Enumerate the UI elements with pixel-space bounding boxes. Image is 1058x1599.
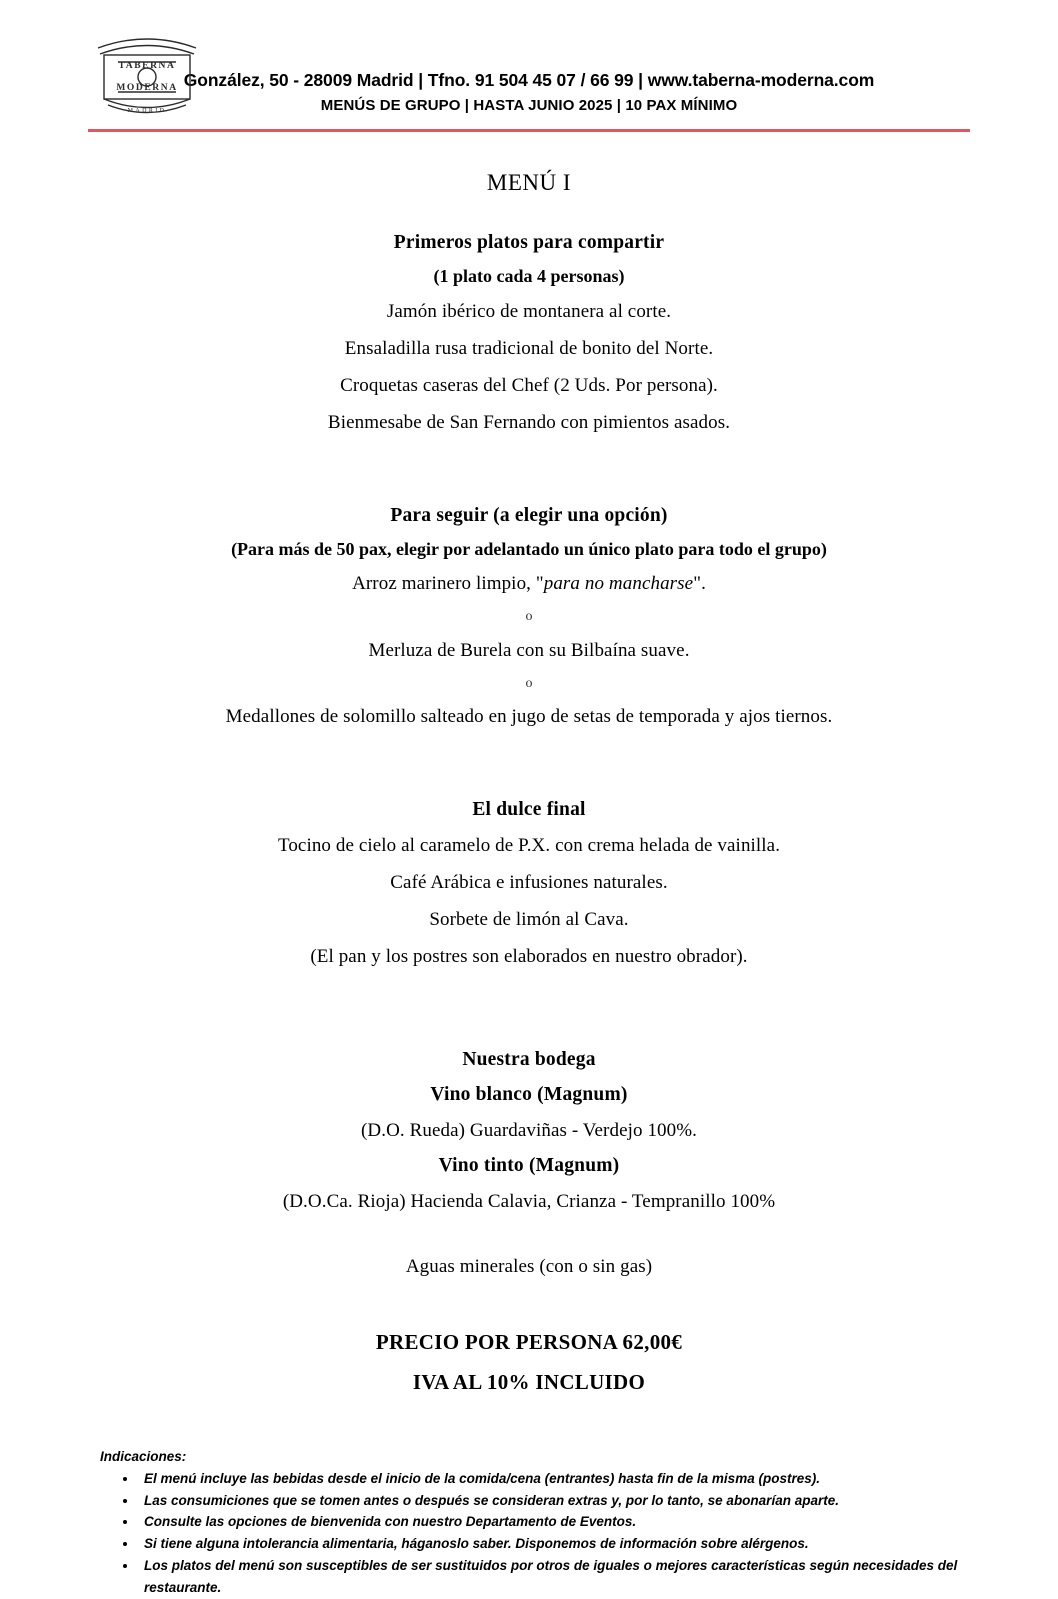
indications-list (100, 1468, 970, 1599)
menu-period-subtitle: MENÚS DE GRUPO | HASTA JUNIO 2025 | 10 PAX MÍNIMO (320, 96, 738, 114)
svg-text:MADRID: MADRID (127, 108, 167, 114)
wine-white-description: (D.O. Rueda) Guardaviñas - Verdejo 100%. (360, 1119, 698, 1141)
section-heading: Nuestra bodega (462, 1049, 596, 1071)
dish-text-italic: para no mancharse (543, 573, 694, 595)
section-subheading: (Para más de 50 pax, elegir por adelantado un único plato para todo el grupo) (231, 538, 827, 559)
section-primeros (88, 226, 970, 441)
wine-red-heading: Vino tinto (Magnum) (438, 1154, 620, 1176)
section-subheading: (1 plato cada 4 personas) (433, 266, 625, 287)
dish-item-note: (El pan y los postres son elaborados en nuestro obrador). (310, 946, 748, 968)
dish-item: Ensaladilla rusa tradicional de bonito del Norte. (344, 337, 714, 359)
dish-item-solomillo: Medallones de solomillo salteado en jugo de setas de temporada y ajos tiernos. (225, 706, 833, 728)
option-separator: o (525, 675, 533, 691)
dish-item: Sorbete de limón al Cava. (429, 909, 629, 931)
water-item: Aguas minerales (con o sin gas) (405, 1255, 653, 1277)
section-spacer (88, 975, 970, 1013)
dish-item-arroz (88, 565, 970, 602)
restaurant-address: González, 50 - 28009 Madrid | Tfno. 91 504 45 07 / 66 99 | www.taberna-moderna.com (183, 70, 875, 90)
list-item: • Las consumiciones que se tomen antes o después se consideran extras y, por lo tanto, se abonarían aparte. (138, 1490, 970, 1512)
section-bodega (88, 1043, 970, 1285)
menu-title: MENÚ I (486, 170, 572, 195)
dish-item: Café Arábica e infusiones naturales. (390, 872, 668, 894)
section-dulce-final (88, 793, 970, 975)
menu-content (0, 170, 1058, 1403)
dish-text-post: ". (693, 573, 706, 595)
wine-white-heading: Vino blanco (Magnum) (430, 1083, 628, 1105)
svg-text:TABERNA: TABERNA (118, 61, 176, 71)
section-para-seguir (88, 499, 970, 735)
taberna-moderna-logo (88, 26, 206, 122)
wine-red-description: (D.O.Ca. Rioja) Hacienda Calavia, Crianza - Tempranillo 100% (282, 1190, 776, 1212)
page-header (0, 0, 1058, 114)
list-item: • Si tiene alguna intolerancia alimentaria, háganoslo saber. Disponemos de información sobre alérgenos. (138, 1533, 970, 1555)
section-heading: Primeros platos para compartir (393, 232, 665, 253)
svg-text:MODERNA: MODERNA (116, 83, 178, 93)
dish-text-pre: Arroz marinero limpio, " (352, 573, 544, 595)
list-item: • Los platos del menú son susceptibles de ser sustituidos por otros de iguales o mejores características según necesidades del restaurante. (138, 1555, 970, 1599)
tax-included: IVA AL 10% INCLUIDO (412, 1369, 646, 1394)
indications-block (0, 1449, 1058, 1599)
dish-item: Bienmesabe de San Fernando con pimientos asados. (327, 411, 731, 433)
option-separator: o (525, 609, 533, 625)
dish-item: Croquetas caseras del Chef (2 Uds. Por persona). (340, 374, 718, 396)
section-heading: Para seguir (a elegir una opción) (390, 504, 668, 526)
section-spacer (88, 441, 970, 469)
list-item: • Consulte las opciones de bienvenida con nuestro Departamento de Eventos. (138, 1511, 970, 1533)
indications-title: Indicaciones: (100, 1448, 187, 1464)
dish-item-merluza: Merluza de Burela con su Bilbaína suave. (368, 639, 690, 661)
dish-item: Tocino de cielo al caramelo de P.X. con crema helada de vainilla. (277, 835, 781, 857)
section-spacer (88, 735, 970, 763)
dish-item: Jamón ibérico de montanera al corte. (386, 300, 672, 322)
bodega-spacer (88, 1220, 970, 1248)
section-spacer (88, 1285, 970, 1323)
section-heading: El dulce final (472, 799, 586, 821)
price-per-person: PRECIO POR PERSONA 62,00€ (375, 1329, 683, 1354)
list-item: • El menú incluye las bebidas desde el inicio de la comida/cena (entrantes) hasta fin de la misma (postres). (138, 1468, 970, 1490)
header-divider (88, 129, 970, 132)
